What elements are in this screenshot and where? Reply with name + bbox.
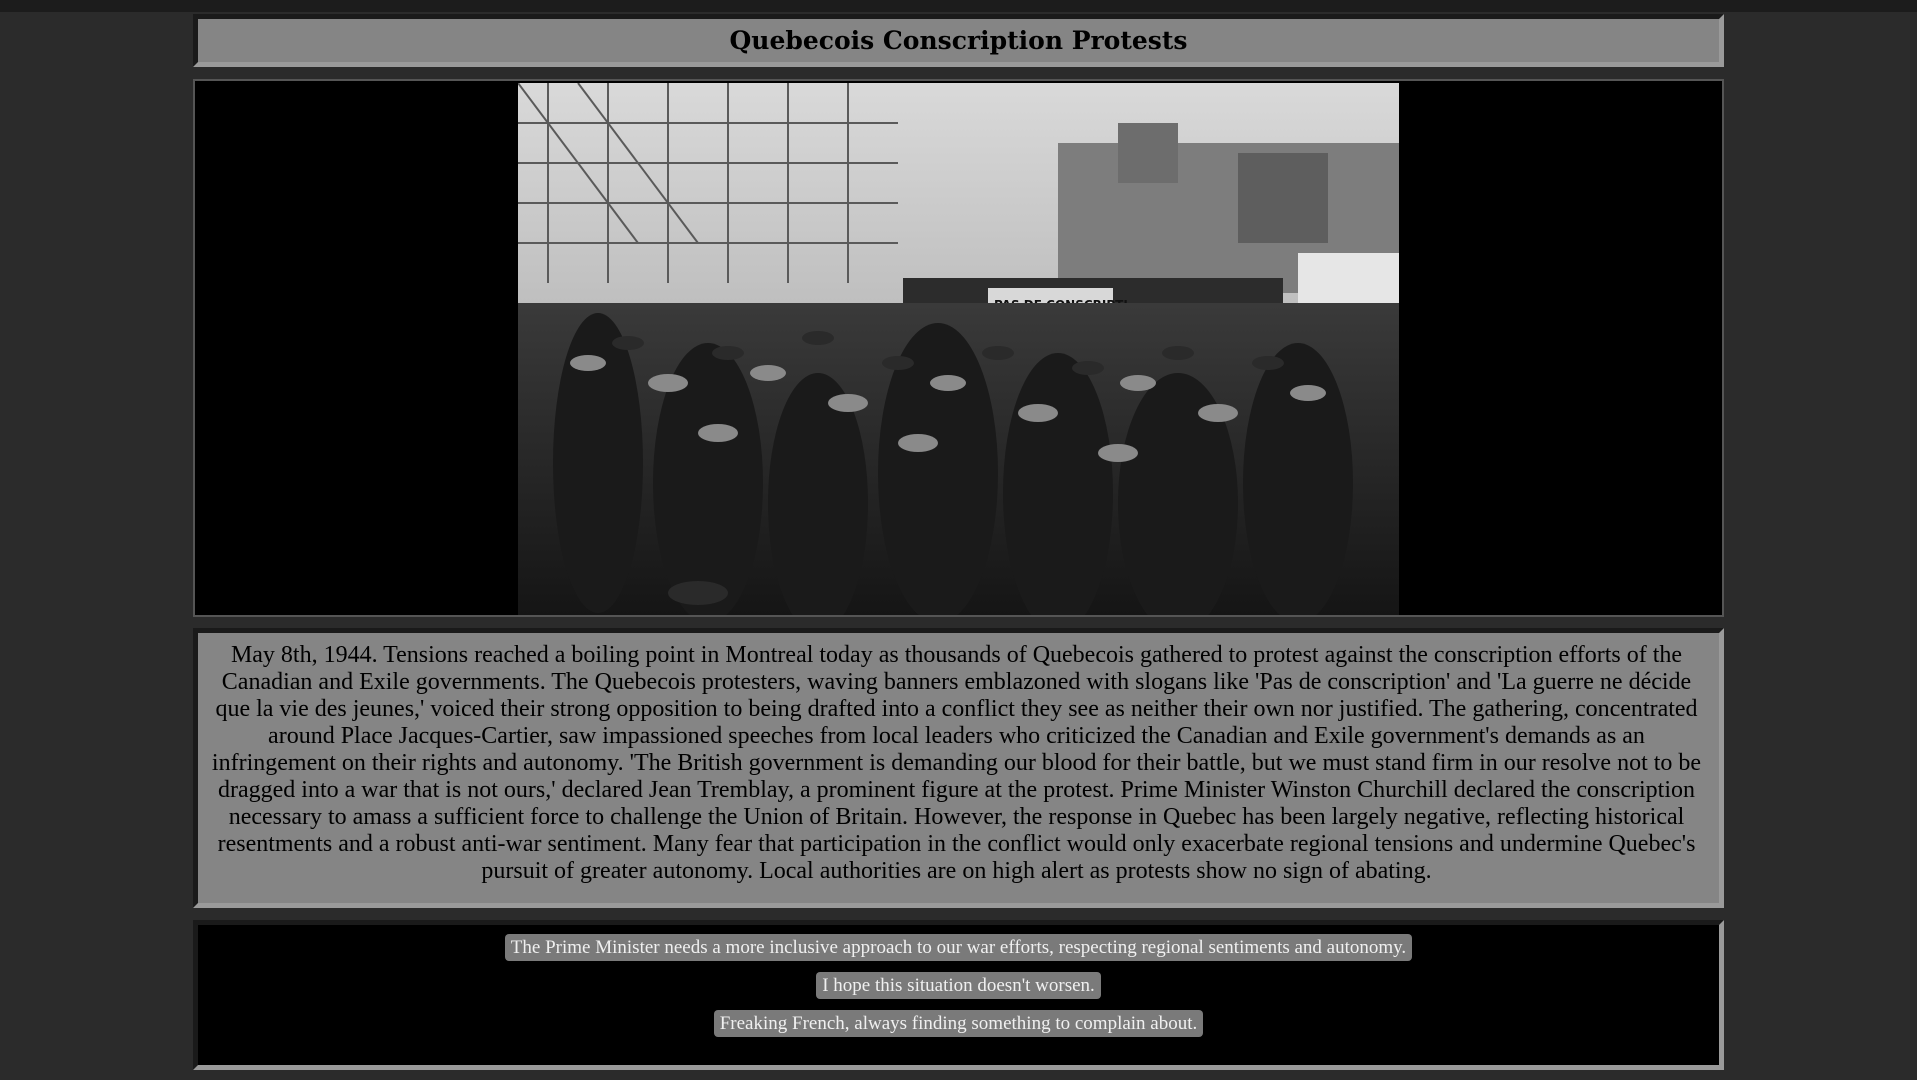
article-panel[interactable] [193,628,1724,908]
article-body: May 8th, 1944. Tensions reached a boiling point in Montreal today as thousands of Quebecois gathered to protest against the conscription efforts of the Canadian and Exile governments. The Quebecois protesters, waving banners emblazoned with slogans like 'Pas de conscription' and 'La guerre ne décide que la vie des jeunes,' voiced their strong opposition to being drafted into a conflict they see as neither their own nor justified. The gathering, concentrated around Place Jacques-Cartier, saw impassioned speeches from local leaders who criticized the Canadian and Exile government's demands as an infringement on their rights and autonomy. 'The British government is demanding our blood for their battle, but we must stand firm in our resolve not to be dragged into a war that is not ours,' declared Jean Tremblay, a prominent figure at the protest. Prime Minister Winston Churchill declared the conscription necessary to amass a sufficient force to challenge the Union of Britain. However, the response in Quebec has been largely negative, reflecting historical resentments and a robust anti-war sentiment. Many fear that participation in the conflict would only exacerbate regional tensions and undermine Quebec's pursuit of greater autonomy. Local authorities are on high alert as protests show no sign of abating. [211,642,1702,884]
comment-list [198,925,1719,1048]
title-bar [193,14,1724,67]
protest-photo [518,83,1399,615]
comment-item: Freaking French, always finding something to complain about. [714,1010,1204,1037]
comment-item: The Prime Minister needs a more inclusive approach to our war efforts, respecting regional sentiments and autonomy. [505,934,1412,961]
top-strip [0,0,1917,12]
photo-panel [193,79,1724,617]
comment-item: I hope this situation doesn't worsen. [816,972,1101,999]
protest-photo-illustration [518,83,1399,615]
page-title: Quebecois Conscription Protests [729,26,1188,55]
comments-panel [193,920,1724,1070]
